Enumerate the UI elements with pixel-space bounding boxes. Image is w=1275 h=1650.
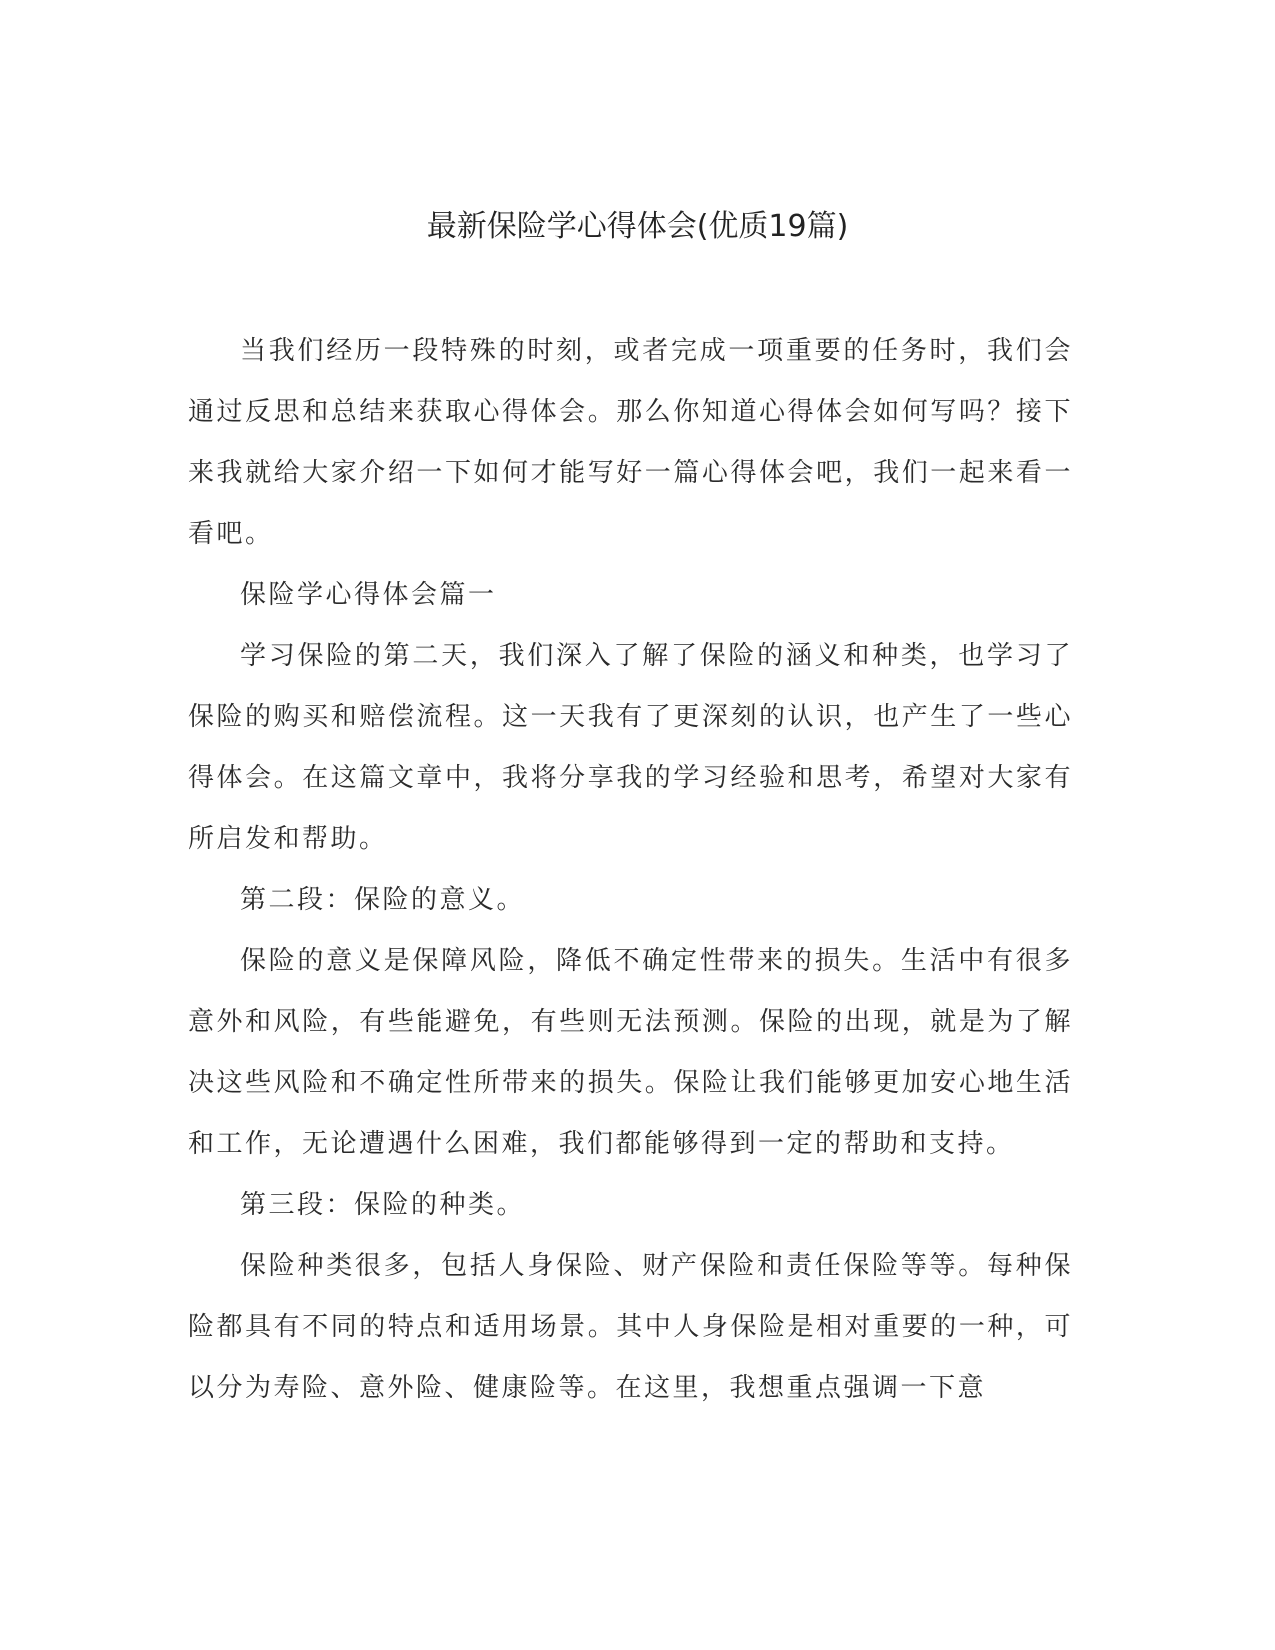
intro-paragraph: 当我们经历一段特殊的时刻，或者完成一项重要的任务时，我们会通过反思和总结来获取心得体会。那么你知道心得体会如何写吗？接下来我就给大家介绍一下如何才能写好一篇心得体会吧，我们一起来看一看吧。	[188, 336, 1073, 549]
body-paragraph: 保险种类很多，包括人身保险、财产保险和责任保险等等。每种保险都具有不同的特点和适用场景。其中人身保险是相对重要的一种，可以分为寿险、意外险、健康险等。在这里，我想重点强调一下意	[188, 1251, 1073, 1403]
document-body	[188, 321, 1073, 1419]
section-heading: 保险学心得体会篇一	[240, 580, 497, 610]
document-title: 最新保险学心得体会(优质19篇)	[426, 209, 849, 244]
section-heading: 第二段：保险的意义。	[240, 885, 526, 915]
section-heading: 第三段：保险的种类。	[240, 1190, 526, 1220]
body-paragraph: 保险的意义是保障风险，降低不确定性带来的损失。生活中有很多意外和风险，有些能避免，有些则无法预测。保险的出现，就是为了解决这些风险和不确定性所带来的损失。保险让我们能够更加安心地生活和工作，无论遭遇什么困难，我们都能够得到一定的帮助和支持。	[188, 946, 1073, 1159]
body-paragraph: 学习保险的第二天，我们深入了解了保险的涵义和种类，也学习了保险的购买和赔偿流程。这一天我有了更深刻的认识，也产生了一些心得体会。在这篇文章中，我将分享我的学习经验和思考，希望对大家有所启发和帮助。	[188, 641, 1073, 854]
